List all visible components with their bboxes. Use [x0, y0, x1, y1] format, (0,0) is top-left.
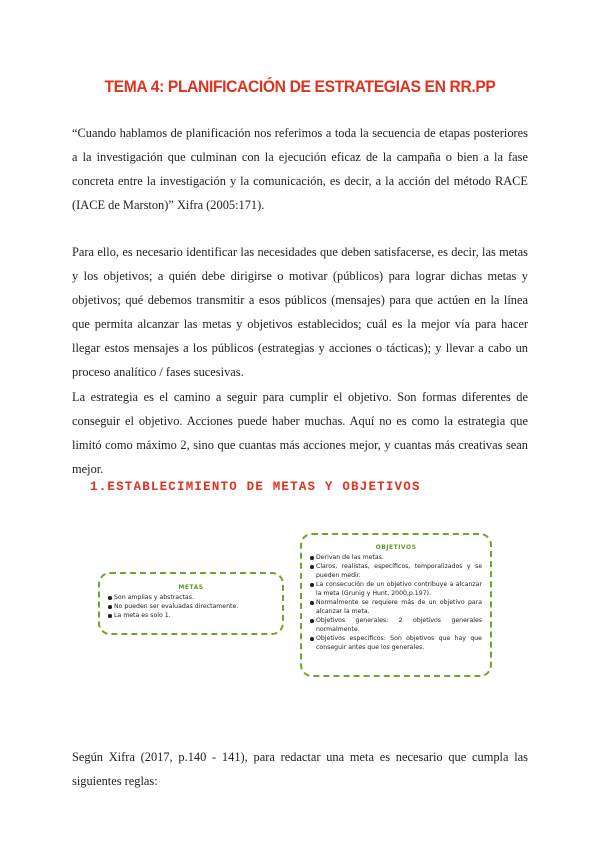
objetivos-item: Derivan de las metas.: [310, 553, 482, 562]
metas-box-title: METAS: [178, 584, 204, 591]
rules-paragraph: Según Xifra (2017, p.140 - 141), para redactar una meta es necesario que cumpla las siguientes reglas:: [72, 750, 528, 788]
objetivos-item: La consecución de un objetivo contribuye a alcanzar la meta (Grunig y Hunt, 2000,p.197).: [310, 580, 482, 598]
section-heading: 1.ESTABLECIMIENTO DE METAS Y OBJETIVOS: [90, 480, 421, 494]
objetivos-box: [300, 533, 492, 677]
metas-item: La meta es solo 1.: [108, 611, 274, 620]
metas-list: [108, 593, 274, 620]
objetivos-item: Objetivos específicos: Son objetivos que hay que conseguir antes que los generales.: [310, 634, 482, 652]
metas-box: [98, 572, 284, 635]
metas-item: No pueden ser evaluadas directamente.: [108, 602, 274, 611]
metas-item: Son amplias y abstractas.: [108, 593, 274, 602]
page-title: TEMA 4: PLANIFICACIÓN DE ESTRATEGIAS EN RR.PP: [104, 77, 496, 96]
intro-quote-paragraph: “Cuando hablamos de planificación nos referimos a toda la secuencia de etapas posteriores a la investigación que culminan con la ejecución eficaz de la campaña o bien a la fase concreta entre la investigación y la comunicación, es decir, a la acción del método RACE (IACE de Marston)” Xifra (2005:171).: [72, 126, 528, 212]
strategy-paragraph: La estrategia es el camino a seguir para cumplir el objetivo. Son formas diferentes de conseguir el objetivo. Acciones puede haber muchas. Aquí no es como la estrategia que limitó como máximo 2, sino que cuantas más acciones mejor, y cuantas más creativas sean mejor.: [72, 390, 528, 476]
objetivos-item: Objetivos generales: 2 objetivos generales normalmente.: [310, 616, 482, 634]
needs-paragraph: Para ello, es necesario identificar las necesidades que deben satisfacerse, es decir, las metas y los objetivos; a quién debe dirigirse o motivar (públicos) para lograr dichas metas y objetivos; qué debemos transmitir a esos públicos (mensajes) para que actúen en la línea que permita alcanzar las metas y objetivos establecidos; cuál es la mejor vía para hacer llegar estos mensajes a los públicos (estrategias y acciones o tácticas); y llevar a cabo un proceso analítico / fases sucesivas.: [72, 245, 528, 379]
objetivos-list: [310, 553, 482, 652]
objetivos-item: Normalmente se requiere más de un objetivo para alcanzar la meta.: [310, 598, 482, 616]
objetivos-box-title: OBJETIVOS: [375, 544, 417, 551]
objetivos-item: Claros, realistas, específicos, temporalizados y se pueden medir.: [310, 562, 482, 580]
